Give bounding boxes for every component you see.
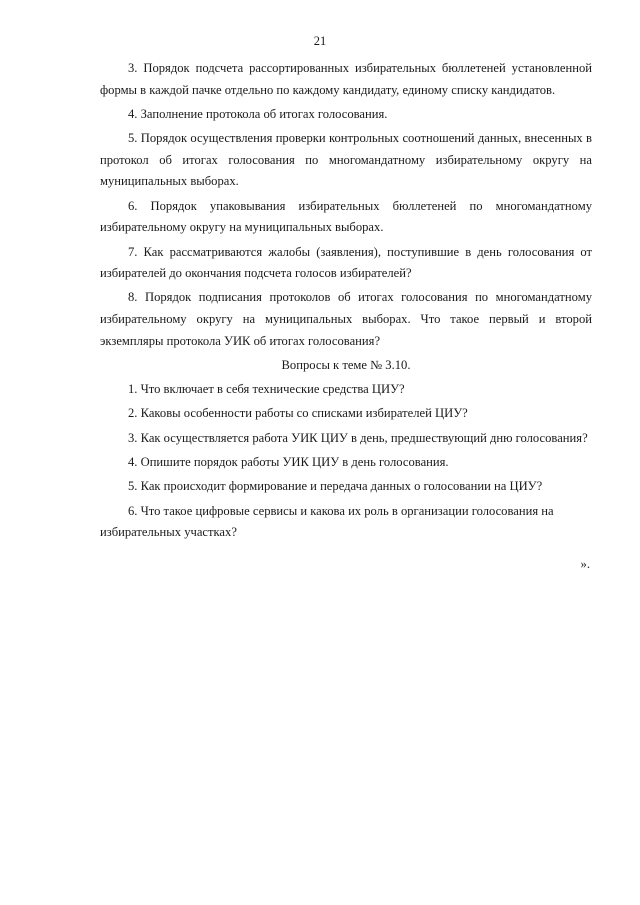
question-item-1: 1. Что включает в себя технические средства ЦИУ? (128, 382, 405, 397)
paragraph-item-6: 6. Порядок упаковывания избирательных бюллетеней по многомандатному избирательному округу на муниципальных выборах. (100, 198, 592, 235)
section-heading: Вопросы к теме № 3.10. (281, 357, 411, 372)
question-item-3: 3. Как осуществляется работа УИК ЦИУ в день, предшествующий дню голосования? (128, 430, 588, 445)
question-item-6: 6. Что такое цифровые сервисы и какова их роль в организации голосования на избирательных участках? (100, 503, 554, 540)
paragraph-item-8: 8. Порядок подписания протоколов об итогах голосования по многомандатному избирательному округу на муниципальных выборах. Что такое первый и второй экземпляры протокола УИК об итогах голосования? (100, 290, 592, 348)
closing-quote: ». (580, 556, 590, 571)
document-body (100, 58, 592, 575)
paragraph-item-5: 5. Порядок осуществления проверки контрольных соотношений данных, внесенных в протокол об итогах голосования по многомандатному избирательному округу на муниципальных выборах. (100, 131, 592, 189)
paragraph-item-7: 7. Как рассматриваются жалобы (заявления), поступившие в день голосования от избирателей до окончания подсчета голосов избирателей? (100, 244, 592, 281)
paragraph-item-3: 3. Порядок подсчета рассортированных избирательных бюллетеней установленной формы в каждой пачке отдельно по каждому кандидату, единому списку кандидатов. (100, 61, 592, 97)
question-item-4: 4. Опишите порядок работы УИК ЦИУ в день голосования. (128, 454, 449, 469)
question-item-2: 2. Каковы особенности работы со списками избирателей ЦИУ? (128, 406, 468, 421)
paragraph-item-4: 4. Заполнение протокола об итогах голосования. (128, 106, 388, 121)
page-number: 21 (313, 34, 327, 48)
question-item-5: 5. Как происходит формирование и передача данных о голосовании на ЦИУ? (128, 479, 543, 494)
